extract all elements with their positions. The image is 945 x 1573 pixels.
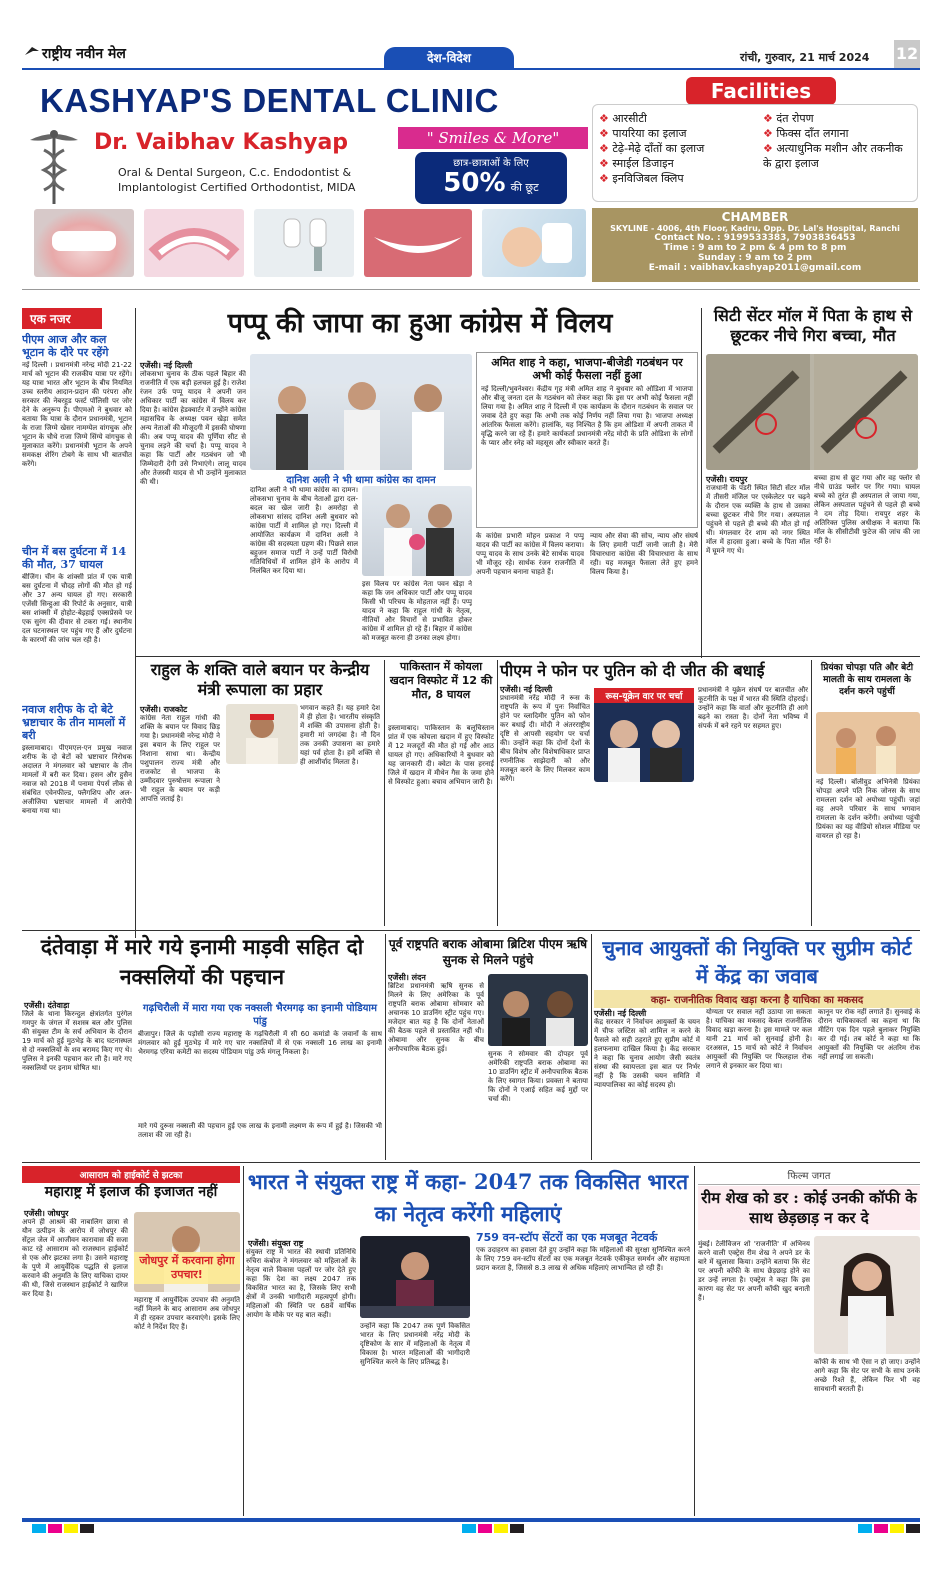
lead-photo-caption: दानिश अली ने भी थामा कांग्रेस का दामन [250,470,472,488]
women-headline: भारत ने संयुक्त राष्ट्र में कहा- 2047 तक विकसित भारत का नेतृत्व करेंगी महिलाएं [247,1169,689,1226]
mall-photo [706,354,918,470]
brief-body: इस्लामाबाद। पीएमएल-एन प्रमुख नवाज शरीफ के दो बेटों को भ्रष्टाचार निरोधक अदालत ने मंगलवार को भ्रष्टाचार के तीन मामलों में बरी कर दिया। हसन और हुसैन नवाज को 2018 में पनामा पेपर्स लीक से संबंधित एवेनफील्ड, फ्लैगशिप और अल-अजीजिया भ्रष्टाचार मामलों में आरोपी बनाया गया था। [22,744,132,815]
election-subhead: कहा- राजनीतिक विवाद खड़ा करना है याचिका का मकसद [594,990,920,1008]
lead-body: दानिश अली ने भी थामा कांग्रेस का दामन। लोकसभा चुनाव के बीच नेताओं द्वारा दल-बदल का खेल जारी है। अमरोहा से लोकसभा सांसद दानिश अली बुधवार को कांग्रेस पार्टी में शामिल हो गए। दिल्ली में आयोजित कार्यक्रम में दानिश अली ने कांग्रेस की सदस्यता ग्रहण की। पिछले साल बहुजन समाज पार्टी ने उन्हें पार्टी विरोधी गतिविधियों में शामिल होने के आरोप में निलंबित कर दिया था। [250,486,358,575]
election-byline: एजेंसी। नई दिल्ली [594,1009,647,1018]
brief-body: नई दिल्ली । प्रधानमंत्री नरेन्द्र मोदी 21-22 मार्च को भूटान की राजकीय यात्रा पर रहेंगे। यह यात्रा भारत और भूटान के बीच नियमित उच्च स्तरीय आदान-प्रदान की परंपरा और सरकार की नेबरहुड फर्स्ट पॉलिसी पर जोर देने के अनुरूप है। पीएमओ ने बुधवार को बताया कि यात्रा के दौरान प्रधानमंत्री, भूटान के राजा जिग्मे खेसर नामग्येल वांगचुक और भूटान के चौथे राजा जिग्मे सिंग्ये वांगचुक से मुलाकात करेंगे। प्रधानमंत्री भूटान के अपने समकक्ष शेरिंग टोबगे के साथ भी बातचीत करेंगे। [22,361,132,468]
offer-top: छात्र-छात्राओं के लिए [453,158,529,169]
tagline-box [398,127,588,149]
facilities-box [592,104,918,202]
film-label: फिल्म जगत [698,1168,920,1185]
election-body: कानून पर रोक नहीं लगाते हैं। सुनवाई के दौरान याचिकाकर्ता का कहना था कि मीटिंग एक दिन पहले बुलाकर नियुक्ति कर दी गई। तब कोर्ट ने कहा था कि आयुक्तों की नियुक्ति पर अंतरिम रोक नहीं लगाई जा सकती। [818,1008,920,1061]
doctor-desc-2: Implantologist Certified Orthodontist, MIDA [118,181,356,194]
women-body: उन्होंने कहा कि 2047 तक पूर्ण विकसित भारत के लिए प्रधानमंत्री नरेंद्र मोदी के दृष्टिकोण के सार में महिलाओं के नेतृत्व में विकास है। भारत महिलाओं की भागीदारी सुनिश्चित करने के लिए प्रतिबद्ध है। [360,1322,470,1366]
masthead [22,40,920,70]
column-rule [811,660,812,926]
col-one-nazar [22,308,132,938]
denture-pink-photo [144,209,244,277]
priyanka-headline: प्रियंका चोपड़ा पति और बेटी मालती के साथ रामलला के दर्शन करने पहुंचीं [820,663,914,697]
obama-photo [488,974,588,1046]
pak-headline: पाकिस्तान में कोयला खदान विस्फोट में 12 की मौत, 8 घायल [389,660,493,701]
brief-body: बीजिंग। चीन के शांक्सी प्रांत में एक यात्री बस दुर्घटना में चौदह लोगों की मौत हो गई और 37 अन्य घायल हो गए। सरकारी एजेंसी सिन्हुआ की रिपोर्ट के अनुसार, यात्री बस शांक्सी में होहोट-बेइहाई एक्सप्रेसवे पर एक सुरंग की दीवार से टकरा गई। स्थानीय दल घटनास्थल पर पहुंच गए हैं और दुर्घटना के कारणों की जांच चल रही है। [22,573,132,644]
asaram-byline: एजेंसी। जोधपुर [24,1209,69,1218]
putin-headline: पीएम ने फोन पर पुतिन को दी जीत की बधाई [500,661,765,680]
election-headline: चुनाव आयुक्तों की नियुक्ति पर सुप्रीम कोर्ट में केंद्र का जवाब [602,936,912,988]
mall-body: बच्चा हाथ से छूट गया और वह फ्लोर से नीचे ग्राउंड फ्लोर पर गिर गया। घायल बच्चे को तुरंत ही अस्पताल ले जाया गया, लेकिन अस्पताल पहुंचने से पहले ही बच्चे ने दम तोड़ दिया। रायपुर शहर के अतिरिक्त पुलिस अधीक्षक ने बताया कि मॉल के सीसीटीवी फुटेज की जांच की जा रही है। [814,474,920,545]
reem-body: मुंबई। टेलीविजन शो 'राजनीति' में अभिनय करने वाली एक्ट्रेस रीम शेख ने अपने डर के बारे में खुलासा किया। उन्होंने बताया कि सेट पर अपनी कॉफी के साथ छेड़छाड़ होने का डर उन्हें लगता है। एक्ट्रेस ने कहा कि इस कारण वह सेट पर अपनी कॉफी खुद बनाती हैं। [698,1240,810,1302]
amit-body: नई दिल्ली/भुवनेश्वर। केंद्रीय गृह मंत्री अमित शाह ने बुधवार को ओडिशा में भाजपा और बीजू जनता दल के गठबंधन को लेकर कहा कि इस पर अभी कोई फैसला नहीं लिया गया है। अमित शाह ने दिल्ली में एक कार्यक्रम के दौरान गठबंधन के सवाल पर जवाब देते हुए कहा कि अभी तक कोई निर्णय नहीं लिया गया है। भाजपा अध्यक्ष आंतरिक फैसला करेंगे। हालांकि, यह निश्चित है कि हम ओडिशा में अपनी ताकत में वृद्धि करने जा रहे हैं। हमारे कार्यकर्ता प्रधानमंत्री नरेंद्र मोदी के प्रति ओडिशा के लोगों के प्यार और स्नेह को महसूस और स्वीकार करते हैं। [481,385,693,447]
facilities-right-list [763,111,913,171]
footer-rule [22,1518,920,1522]
women-body: संयुक्त राष्ट्र में भारत की स्थायी प्रतिनिधि रुचिरा कंबोज ने मंगलवार को महिलाओं के नेतृत्व वाले विकास पहलों पर जोर देते हुए कहा कि देश का लक्ष्य 2047 तक विकसित भारत का है, जिसके लिए सभी क्षेत्रों में उनकी भागीदारी महत्वपूर्ण होगी। महिलाओं की स्थिति पर 68वें वार्षिक आयोग के मौके पर यह बात कही। [246,1248,356,1319]
danish-ali-photo [362,486,472,576]
priyanka-photo [816,712,920,774]
facility-item: ❖ आरसीटी [599,112,647,125]
facility-item: ❖ पायरिया का इलाज [599,127,687,140]
dateline: रांची, गुरुवार, 21 मार्च 2024 [740,51,870,64]
dantewada-byline: एजेंसी। दंतेवाड़ा [24,1001,70,1010]
lead-byline: एजेंसी। नई दिल्ली [140,361,193,370]
section-label: देश-विदेश [427,51,471,65]
paper-name: राष्ट्रीय नवीन मेल [42,46,126,62]
amit-headline: अमित शाह ने कहा, भाजपा-बीजेडी गठबंधन पर अभी कोई फैसला नहीं हुआ [491,356,683,382]
column-rule [497,660,498,926]
reem-body: कॉफी के साथ भी ऐसा न हो जाए। उन्होंने आगे कहा कि सेट पर सभी के साथ उनके अच्छे रिश्ते हैं, लेकिन फिर भी वह सावधानी बरतती हैं। [814,1358,920,1393]
column-rule [243,1166,244,1516]
column-rule [701,308,702,658]
facilities-left-list [599,111,704,186]
dantewada-body: मारे गये दुरूस नक्सली की पहचान हुई एक लाख के इनामी लक्ष्मण के रूप में हुई है। जिसकी भी तलाश की जा रही है। [138,1122,382,1139]
chamber-sunday: Sunday : 9 am to 2 pm [697,253,813,263]
color-registration-strip [22,1524,920,1534]
chamber-address: SKYLINE - 4006, 4th Floor, Kadru, Opp. Dr. Lal's Hospital, Ranchi [610,224,900,233]
reem-photo [814,1236,920,1354]
clinic-name: KASHYAP'S DENTAL CLINIC [40,82,499,119]
putin-tag: रूस-यूक्रेन वार पर चर्चा [594,688,694,703]
brief-headline: पीएम आज और कल भूटान के दौरे पर रहेंगे [22,333,109,359]
rupala-photo [226,704,298,764]
dantewada-body: बीजापुर। जिले के पड़ोसी राज्य महाराष्ट्र के गढ़चिरौली में सी 60 कमांडो के जवानों के साथ मंगलवार को हुई मुठभेड़ में मारे गए चार नक्सलियों में से एक नक्सली 16 लाख का इनामी भैरमगढ़ एरिया कमेटी का सदस्य पोडियाम पांडु उर्फ मंगलू निकला है। [138,1030,382,1056]
facility-item: ❖ अत्याधुनिक मशीन और तकनीक के द्वारा इलाज [763,142,903,170]
putin-byline: एजेंसी। नई दिल्ली [500,685,553,694]
lead-body: इस विलय पर कांग्रेस नेता पवन खेड़ा ने कहा कि जन अधिकार पार्टी और पप्पू यादव किसी भी परिचय के मोहताज नहीं हैं। पप्पू यादव ने कहा कि राहुल गांधी के नेतृत्व, नीतियों और विचारों से प्रभावित होकर कांग्रेस में शामिल हो रहे हैं। बिहार में कांग्रेस को मजबूत करना ही उनका लक्ष्य होगा। [362,580,472,642]
chamber-title: CHAMBER [721,210,789,224]
women-body: एक उदाहरण का हवाला देते हुए उन्होंने कहा कि महिलाओं की सुरक्षा सुनिश्चित करने के लिए 759 वन-स्टॉप सेंटरों का एक मजबूत नेटवर्क एकीकृत समर्थन और सहायता प्रदान करता है, जिससे 8.3 लाख से अधिक महिलाएं लाभान्वित हो रही हैं। [476,1246,690,1272]
column-rule [135,308,136,938]
kamboj-photo [360,1236,470,1318]
offer-percent: 50% [443,168,506,198]
obama-body: ब्रिटिश प्रधानमंत्री ऋषि सुनक से मिलने के लिए अमेरिका के पूर्व राष्ट्रपति बराक ओबामा सोमवार को अचानक 10 डाउनिंग स्ट्रीट पहुंच गए। मजेदार बात यह है कि दोनों नेताओं की बैठक पहले से प्रस्तावित नहीं थी। ओबामा और सुनक के बीच अनौपचारिक बैठक हुई। [388,982,484,1053]
asaram-label: आसाराम को हाईकोर्ट से झटका [22,1166,240,1183]
tagline: " Smiles & More" [426,129,560,147]
obama-headline: पूर्व राष्ट्रपति बराक ओबामा ब्रिटिश पीएम ऋषि सुनक से मिलने पहुंचे [388,937,588,967]
women-subhead: 759 वन-स्टॉप सेंटरों का एक मजबूत नेटवर्क [476,1231,658,1244]
chamber-time: Time : 9 am to 2 pm & 4 pm to 8 pm [663,243,847,253]
asaram-body: महाराष्ट्र में आयुर्वेदिक उपचार की अनुमति नहीं मिलने के बाद आसाराम अब जोधपुर में ही रहकर उपचार करवाएंगे। इसके लिए कोर्ट ने निर्देश दिए हैं। [134,1296,240,1331]
asaram-overlay: जोधपुर में करवाना होगा उपचार! [134,1252,240,1284]
section-tab[interactable] [384,47,514,69]
putin-body: प्रधानमंत्री नरेंद्र मोदी ने रूस के राष्ट्रपति के रूप में पुनः निर्वाचित होने पर व्लादिमीर पुतिन को फोन कर बधाई दी। मोदी ने अंतरराष्ट्रीय दृष्टि से आपसी सहयोग पर चर्चा की। उन्होंने कहा कि दोनों देशों के बीच विशेष और विशेषाधिकार प्राप्त रणनीतिक साझेदारी को और मजबूत करने के लिए मिलकर काम करेंगे। [500,694,590,783]
row-rule [22,930,920,931]
dantewada-subhead: गढ़चिरौली में मारा गया एक नक्सली भैरमगढ़ का इनामी पोडियाम पांडु [143,1003,377,1027]
asaram-headline: महाराष्ट्र में इलाज की इजाजत नहीं [44,1184,218,1200]
brief-headline: चीन में बस दुर्घटना में 14 की मौत, 37 घायल [22,545,127,571]
doctor-desc-1: Oral & Dental Surgeon, C.c. Endodontist & [118,166,352,179]
dental-ad [22,74,920,290]
doctor-name: Dr. Vaibhav Kashyap [94,130,349,155]
lead-photo [250,354,472,470]
mall-byline: एजेंसी। रायपुर [706,475,748,484]
mall-body: राजधानी के पंडरी स्थित सिटी सेंटर मॉल में तीसरी मंजिल पर एस्केलेटर पर चढ़ने के दौरान एक व्यक्ति के हाथ से उसका बच्चा छूटकर नीचे गिर गया। अस्पताल पहुंचने से पहले ही बच्चे की मौत हो गई थी। मंगलवार देर शाम को नगर स्थित मॉल में हादसा हुआ। बच्चे के पिता मॉल में घूमने गए थे। [706,484,810,555]
pak-body: इस्लामाबाद। पाकिस्तान के बलूचिस्तान प्रांत में एक कोयला खदान में हुए विस्फोट में 12 मजदूरों की मौत हो गई और आठ घायल हो गए। अधिकारियों ने बुधवार को यह जानकारी दी। क्वेटा के पास हरनाई जिले में खदान में मीथेन गैस के जमा होने से विस्फोट हुआ। बचाव अभियान जारी है। [388,724,494,786]
caduceus-icon [26,126,82,206]
patient-photo [482,209,586,277]
chamber-box [592,208,918,282]
dentures-photo [34,209,134,277]
chamber-contact: Contact No. : 9199533383, 7903836453 [654,233,856,243]
implant-photo [254,209,354,277]
page-number: 12 [894,40,920,68]
lead-body: लोकसभा चुनाव के ठीक पहले बिहार की राजनीति में एक बड़ी हलचल हुई है। राजेश रंजन उर्फ पप्पू यादव ने अपनी जन अधिकार पार्टी का कांग्रेस में विलय कर दिया है। कांग्रेस हेडक्वार्टर में उन्होंने कांग्रेस महासचिव के अध्यक्ष पवन खेड़ा समेत अन्य नेताओं की मौजूदगी में इसकी घोषणा की। अब पप्पू यादव की पूर्णिया सीट से चुनाव लड़ने की चर्चा है। पप्पू यादव ने कहा कि पार्टी और गठबंधन जो भी जिम्मेदारी देगी उसे निभाएंगे। लालू यादव और तेजस्वी यादव से भी उन्होंने मुलाकात की थी। [140,370,246,486]
column-rule [384,660,385,926]
offer-box [415,152,567,204]
offer-suffix: की छूट [510,181,539,194]
chamber-email: E-mail : vaibhav.kashyap2011@gmail.com [648,263,862,273]
amit-body-cont: के कांग्रेस प्रभारी मोहन प्रकाश ने पप्पू यादव की पार्टी का कांग्रेस में विलय कराया। पप्पू यादव के साथ उनके बेटे सार्थक यादव भी मौजूद रहे। सार्थक रंजन राजनीति में अपनी पहचान बनाना चाहते हैं। [476,532,584,576]
women-byline: एजेंसी। संयुक्त राष्ट्र [248,1239,304,1248]
election-body: केंद्र सरकार ने निर्वाचन आयुक्तों के चयन में चीफ जस्टिस को शामिल न करने के फैसले को सही ठहराते हुए सुप्रीम कोर्ट में हलफनामा दाखिल किया है। केंद्र सरकार ने कहा कि चुनाव आयोग जैसी स्वतंत्र संस्था की स्वायत्तता इस बात पर निर्भर नहीं है कि उसकी चयन समिति में न्यायपालिका का कोई सदस्य हो। [594,1018,700,1089]
amit-body-cont: न्याय और सेवा की सोच, न्याय और संघर्ष के लिए हमारी पार्टी जानी जाती है। मेरी विचारधारा कांग्रेस की विचारधारा के साथ रही। यह मजबूत फैसला लेते हुए हमने विलय किया है। [590,532,698,576]
amit-box [476,352,698,528]
bird-logo-icon [24,42,40,54]
section-label-ek-nazar: एक नजर [22,308,102,329]
row-rule [136,656,920,657]
column-rule [694,1166,695,1516]
asaram-body: अपने ही आश्रम की नाबालिग छात्रा से यौन उत्पीड़न के आरोप में जोधपुर की सेंट्रल जेल में आजीवन कारावास की सजा काट रहे आसाराम को राजस्थान हाईकोर्ट से एक और झटका लगा है। उसने महाराष्ट्र के पुणे में आयुर्वेदिक पद्धति से इलाज करवाने की अनुमति के लिए याचिका दायर की थी, जिसे राजस्थान हाईकोर्ट ने खारिज कर दिया है। [22,1218,128,1298]
smile-photo [364,209,472,277]
brief-headline: नवाज शरीफ के दो बेटे भ्रष्टाचार के तीन मामलों में बरी [22,703,126,742]
facilities-title [686,77,836,105]
obama-body: सुनक ने सोमवार की दोपहर पूर्व अमेरिकी राष्ट्रपति बराक ओबामा का 10 डाउनिंग स्ट्रीट में अनौपचारिक बैठक के लिए स्वागत किया। प्रवक्ता ने बताया कि दोनों ने एआई सहित कई मुद्दों पर चर्चा की। [488,1050,588,1103]
column-rule [591,934,592,1160]
facility-item: ❖ स्माईल डिजाइन [599,157,674,170]
reem-headline: रीम शेख को डर : कोई उनकी कॉफी के साथ छेड़छाड़ न कर दे [698,1186,920,1230]
facility-item: ❖ फिक्स दाँत लगाना [763,127,849,140]
putin-body: प्रधानमंत्री ने यूक्रेन संघर्ष पर बातचीत और कूटनीति के पक्ष में भारत की स्थिति दोहराई। उन्होंने कहा कि वार्ता और कूटनीति ही आगे बढ़ने का रास्ता है। दोनों नेता भविष्य में संपर्क में बने रहने पर सहमत हुए। [698,686,808,730]
dantewada-body: जिले के थाना किरन्दुल क्षेत्रांतर्गत पुरंगेल गमपुर के जंगल में सशस्त्र बल और पुलिस की संयुक्त टीम के सर्च अभियान के दौरान 19 मार्च को हुई मुठभेड़ के बाद घटनास्थल से दो नक्सलियों के शव बरामद किए गए थे। पुलिस ने इनकी पहचान कर ली है। मारे गए नक्सलियों पर इनाम घोषित था। [22,1010,132,1072]
facilities-title-text: Facilities [710,79,812,103]
rahul-body: भगवान कहते हैं। यह हमारे देश में ही होता है। भारतीय संस्कृति में शक्ति की उपासना होती है। हमारी मां जगदंबा है। नौ दिन तक उनकी उपासना का हमारे यहां पर्व होता है। हमें शक्ति से ही आशीर्वाद मिलता है। [300,704,380,766]
facility-item: ❖ इनविजिबल क्लिप [599,172,684,185]
obama-byline: एजेंसी। लंदन [388,973,426,982]
rahul-byline: एजेंसी। राजकोट [140,705,188,714]
priyanka-body: नई दिल्ली। बॉलीवुड अभिनेत्री प्रियंका चोपड़ा अपने पति निक जोनस के साथ रामलला दर्शन को अयोध्या पहुंचीं। जहां वह अपने परिवार के साथ भगवान रामलला के दर्शन करेंगी। अयोध्या पहुंची प्रियंका का यह वीडियो सोशल मीडिया पर वायरल हो रहा है। [816,778,920,840]
rahul-headline: राहुल के शक्ति वाले बयान पर केन्द्रीय मंत्री रूपाला का प्रहार [150,660,370,699]
facility-item: ❖ दंत रोपण [763,112,814,125]
lead-headline: पप्पू की जापा का हुआ कांग्रेस में विलय [227,308,613,339]
column-rule [385,934,386,1160]
tooth-photo-strip [34,209,586,277]
rahul-body: कांग्रेस नेता राहुल गांधी की शक्ति के बयान पर विवाद छिड़ गया है। प्रधानमंत्री नरेन्द्र मोदी ने इस बयान के लिए राहुल पर निशाना साधा था। केन्द्रीय पशुपालन राज्य मंत्री और राजकोट से भाजपा के उम्मीदवार पुरुषोत्तम रूपाला ने भी राहुल के बयान पर कड़ी आपत्ति जताई है। [140,714,220,803]
mall-headline: सिटी सेंटर मॉल में पिता के हाथ से छूटकर नीचे गिरा बच्चा, मौत [713,306,913,345]
election-body: योग्यता पर सवाल नहीं उठाया जा सकता है। याचिका का मकसद केवल राजनीतिक विवाद खड़ा करना है। इस मामले पर कल यानी 21 मार्च को सुनवाई होनी है। दरअसल, 15 मार्च को कोर्ट ने निर्वाचन आयुक्तों की नियुक्ति पर फिलहाल रोक लगाने से इनकार कर दिया था। [706,1008,812,1070]
dantewada-headline: दंतेवाड़ा में मारे गये इनामी माड़वी सहित दो नक्सलियों की पहचान [40,934,364,989]
row-rule [22,1162,920,1163]
facility-item: ❖ टेढ़े-मेढ़े दाँतों का इलाज [599,142,705,155]
